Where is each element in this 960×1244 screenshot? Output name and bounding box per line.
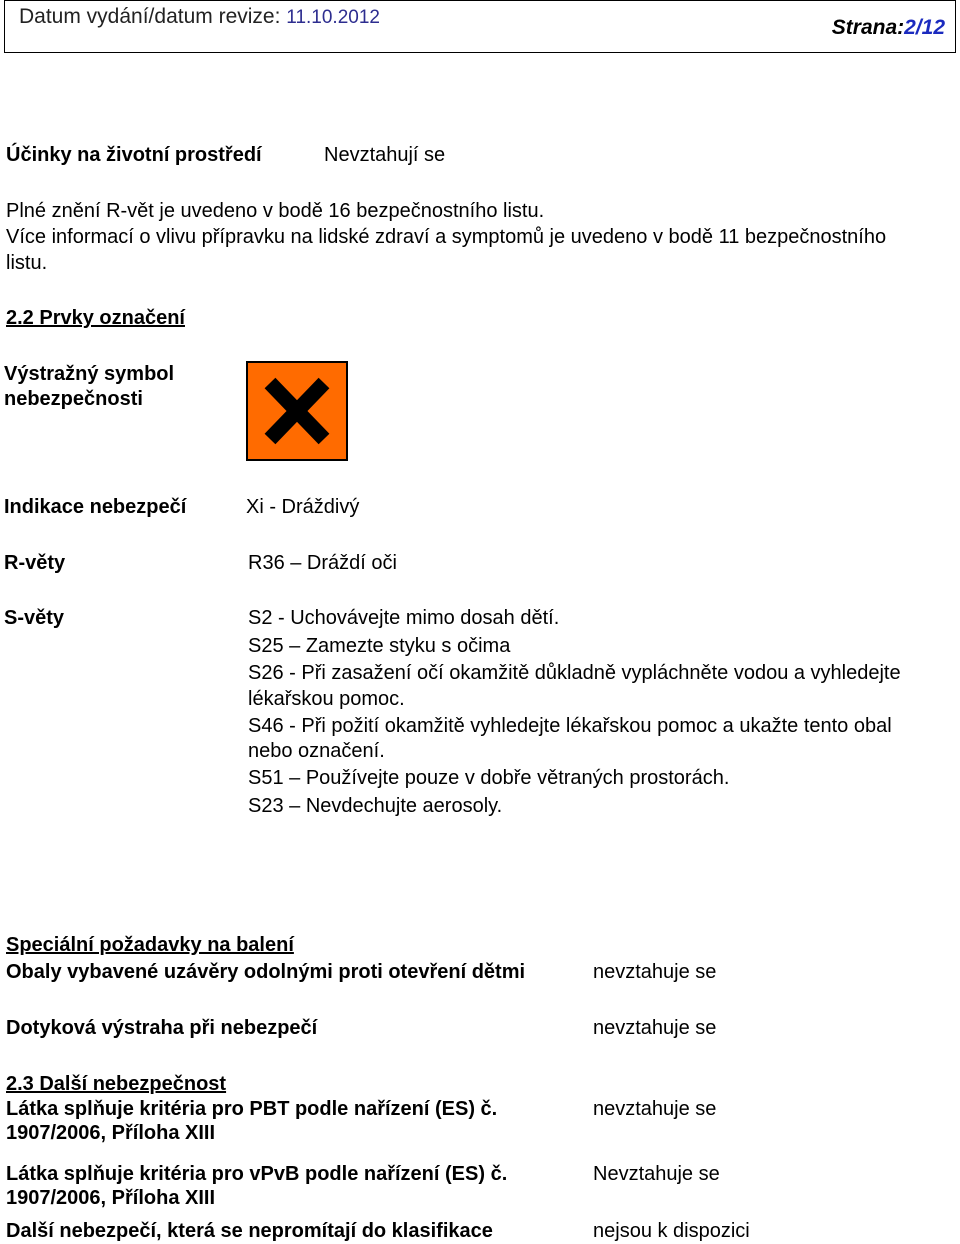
tactile-warning-value: nevztahuje se bbox=[593, 1017, 717, 1039]
pbt-value: nevztahuje se bbox=[593, 1098, 717, 1120]
s-phrase-s51: S51 – Používejte pouze v dobře větraných prostorách. bbox=[248, 767, 730, 789]
page-number-label: Strana: bbox=[831, 16, 905, 39]
s-phrase-s46: S46 - Při požití okamžitě vyhledejte lékařskou pomoc a ukažte tento obal bbox=[248, 715, 892, 737]
environment-label: Účinky na životní prostředí bbox=[6, 144, 262, 166]
pbt-label-cont: 1907/2006, Příloha XIII bbox=[6, 1122, 216, 1144]
vpvb-label: Látka splňuje kritéria pro vPvB podle nařízení (ES) č. bbox=[6, 1163, 508, 1185]
revision-date bbox=[19, 4, 380, 31]
note-health-info-cont: listu. bbox=[6, 252, 48, 274]
section-2-3-title: 2.3 Další nebezpečnost bbox=[6, 1073, 227, 1095]
hazard-indication-value: Xi - Dráždivý bbox=[246, 496, 360, 518]
s-phrase-s23: S23 – Nevdechujte aerosoly. bbox=[248, 795, 503, 817]
other-hazards-value: nejsou k dispozici bbox=[593, 1220, 750, 1242]
hazard-indication-label: Indikace nebezpečí bbox=[4, 496, 187, 518]
symbol-label: Výstražný symbol bbox=[4, 363, 175, 385]
r-phrase-r36: R36 – Dráždí oči bbox=[248, 552, 397, 574]
s-phrase-s2: S2 - Uchovávejte mimo dosah dětí. bbox=[248, 607, 560, 629]
child-resistant-value: nevztahuje se bbox=[593, 961, 717, 983]
harmful-irritant-x-icon bbox=[246, 361, 348, 461]
pbt-label: Látka splňuje kritéria pro PBT podle nařízení (ES) č. bbox=[6, 1098, 498, 1120]
tactile-warning-label: Dotyková výstraha při nebezpečí bbox=[6, 1017, 318, 1039]
revision-date-value: 11.10.2012 bbox=[286, 7, 380, 28]
s-phrases-label: S-věty bbox=[4, 607, 65, 629]
note-r-phrases: Plné znění R-vět je uvedeno v bodě 16 bezpečnostního listu. bbox=[6, 200, 545, 222]
s-phrase-s26: S26 - Při zasažení očí okamžitě důkladně vypláchněte vodou a vyhledejte bbox=[248, 662, 901, 684]
revision-date-label: Datum vydání/datum revize: bbox=[19, 5, 281, 28]
child-resistant-label: Obaly vybavené uzávěry odolnými proti otevření dětmi bbox=[6, 961, 526, 983]
page-number-value: 2/12 bbox=[904, 16, 945, 39]
note-health-info: Více informací o vlivu přípravku na lidské zdraví a symptomů je uvedeno v bodě 11 bezpečnostního bbox=[6, 226, 887, 248]
s-phrase-s25: S25 – Zamezte styku s očima bbox=[248, 635, 511, 657]
vpvb-label-cont: 1907/2006, Příloha XIII bbox=[6, 1187, 216, 1209]
other-hazards-label: Další nebezpečí, která se nepromítají do klasifikace bbox=[6, 1220, 493, 1242]
packaging-title: Speciální požadavky na balení bbox=[6, 934, 294, 956]
s-phrase-s26-cont: lékařskou pomoc. bbox=[248, 688, 405, 710]
page-number bbox=[832, 15, 945, 41]
symbol-label-cont: nebezpečnosti bbox=[4, 388, 143, 410]
vpvb-value: Nevztahuje se bbox=[593, 1163, 720, 1185]
s-phrase-s46-cont: nebo označení. bbox=[248, 740, 385, 762]
page-header bbox=[4, 0, 956, 53]
section-2-2-title: 2.2 Prvky označení bbox=[6, 307, 185, 329]
environment-value: Nevztahují se bbox=[324, 144, 446, 166]
r-phrases-label: R-věty bbox=[4, 552, 66, 574]
